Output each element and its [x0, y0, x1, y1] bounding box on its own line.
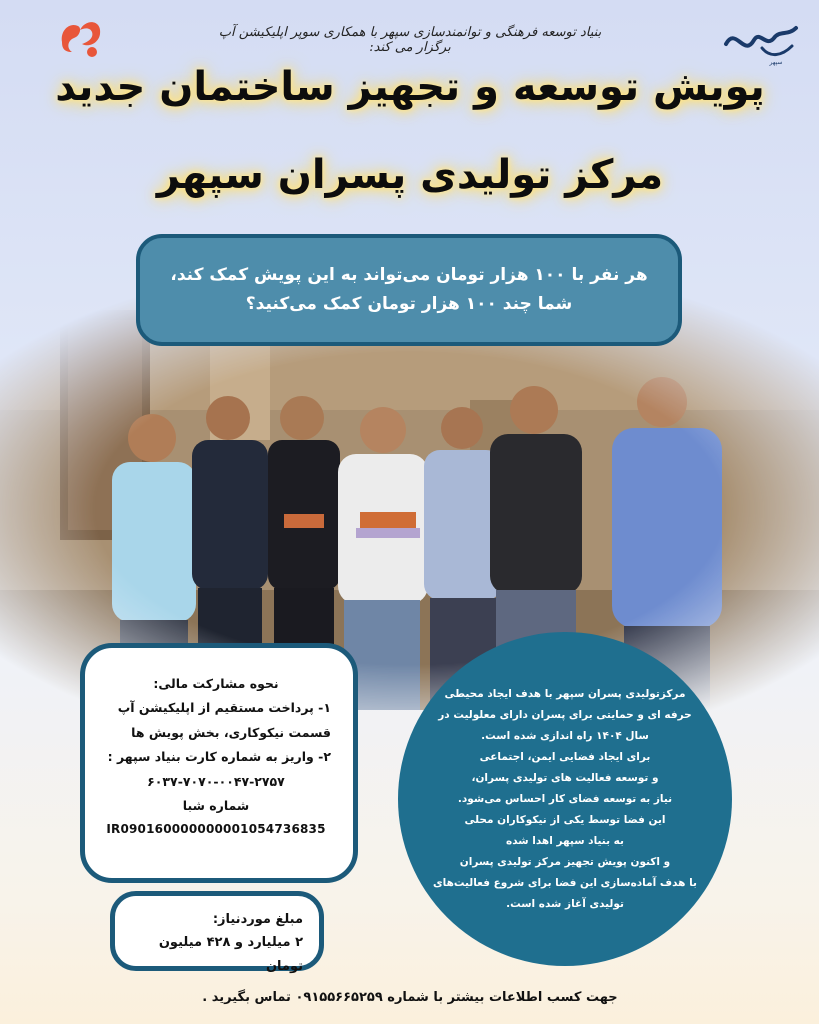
sheba-label: شماره شبا [182, 797, 250, 813]
payment-info-box [80, 643, 358, 883]
description-line: برای ایجاد فضایی ایمن، اجتماعی [479, 750, 651, 763]
page-subtitle: مرکز تولیدی پسران سپهر [156, 152, 664, 198]
payment-method-1-detail: قسمت نیکوکاری، بخش پویش ها [131, 724, 331, 740]
question-banner [136, 234, 682, 346]
svg-text:سپهر: سپهر [769, 59, 783, 66]
description-line: تولیدی آغاز شده است. [506, 897, 624, 910]
amount-value: ۲ میلیارد و ۴۲۸ میلیون تومان [158, 935, 303, 974]
description-circle [398, 632, 732, 966]
page-title: پویش توسعه و تجهیز ساختمان جدید [55, 64, 765, 110]
amount-label: مبلغ موردنیاز: [212, 912, 303, 927]
description-line: این فضا توسط یکی از نیکوکاران محلی [464, 813, 666, 826]
description-line: با هدف آماده‌سازی این فضا برای شروع فعالیت‌های [433, 876, 697, 889]
contact-footer: جهت کسب اطلاعات بیشتر با شماره ۰۹۱۵۵۶۶۵۲۵۹ تماس بگیرید . [202, 990, 618, 1005]
sepehr-logo-icon [722, 14, 800, 66]
app-logo-icon [52, 8, 108, 64]
payment-method-1: ۱- پرداخت مستقیم از اپلیکیشن آپ [117, 700, 331, 716]
card-number: ۶۰۳۷-۷۰۷۰-۰۰۴۷-۲۷۵۷ [147, 773, 285, 789]
question-line-1: هر نفر با ۱۰۰ هزار تومان می‌تواند به این پویش کمک کند، [170, 265, 648, 286]
sheba-number: IR090160000000001054736835 [106, 822, 326, 837]
description-line: حرفه ای و حمایتی برای پسران دارای معلولیت در [438, 708, 692, 721]
description-line: نیاز به توسعه فضای کار احساس می‌شود. [457, 792, 673, 805]
description-line: و اکنون پویش تجهیز مرکز تولیدی پسران [459, 855, 671, 868]
description-line: مرکزتولیدی پسران سپهر با هدف ایجاد محیطی [444, 687, 686, 700]
payment-heading: نحوه مشارکت مالی: [153, 676, 279, 691]
question-line-2: شما چند ۱۰۰ هزار تومان کمک می‌کنید؟ [245, 294, 573, 314]
amount-needed-box [110, 891, 324, 974]
description-line: به بنیاد سپهر اهدا شده [506, 834, 624, 847]
description-line: سال ۱۴۰۴ راه اندازی شده است. [481, 729, 649, 742]
organizer-text: بنیاد توسعه فرهنگی و توانمندسازی سپهر با همکاری سوپر اپلیکیشن آپ برگزار می کند: [218, 25, 602, 55]
description-line: و توسعه فعالیت های تولیدی پسران، [471, 771, 659, 784]
payment-method-2: ۲- واریز به شماره کارت بنیاد سپهر : [107, 749, 331, 765]
